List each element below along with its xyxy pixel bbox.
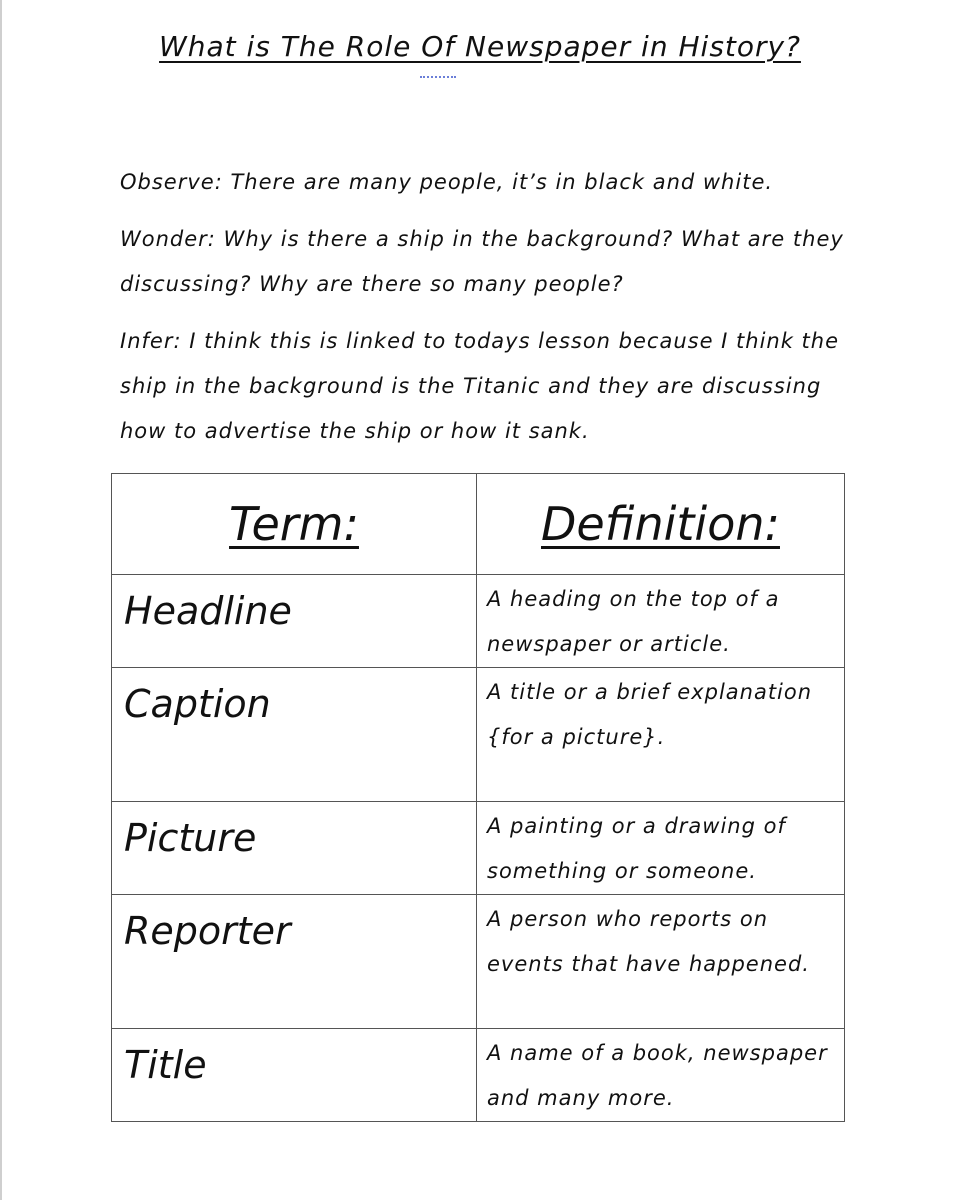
definition-cell: A painting or a drawing of something or someone. — [477, 802, 845, 895]
table-row — [112, 802, 845, 895]
page-left-edge — [0, 0, 2, 1200]
table-header-row — [112, 474, 845, 575]
table-row — [112, 895, 845, 1029]
vocabulary-table — [111, 473, 845, 1122]
observe-note: Observe: There are many people, it’s in black and white. — [120, 170, 774, 194]
definition-header-cell — [477, 474, 845, 575]
definition-cell: A title or a brief explanation {for a picture}. — [477, 668, 845, 802]
term-cell: Caption — [112, 668, 477, 802]
term-cell: Picture — [112, 802, 477, 895]
term-cell: Reporter — [112, 895, 477, 1029]
term-header: Term: — [229, 497, 359, 551]
observation-notes — [120, 160, 860, 466]
term-cell: Title — [112, 1029, 477, 1122]
term-cell: Headline — [112, 575, 477, 668]
definition-header: Definition: — [541, 497, 780, 551]
table-row — [112, 1029, 845, 1122]
term-header-cell — [112, 474, 477, 575]
table-row — [112, 668, 845, 802]
table-row — [112, 575, 845, 668]
infer-note: Infer: I think this is linked to todays lesson because I think the ship in the background is the Titanic and they are discussing how to advertise the ship or how it sank. — [120, 329, 840, 443]
wonder-note: Wonder: Why is there a ship in the background? What are they discussing? Why are there so many people? — [120, 227, 844, 296]
definition-cell: A person who reports on events that have happened. — [477, 895, 845, 1029]
definition-cell: A heading on the top of a newspaper or article. — [477, 575, 845, 668]
title-container — [0, 30, 960, 63]
spellcheck-marker — [420, 76, 456, 78]
page-title: What is The Role Of Newspaper in History? — [159, 30, 801, 63]
definition-cell: A name of a book, newspaper and many more. — [477, 1029, 845, 1122]
